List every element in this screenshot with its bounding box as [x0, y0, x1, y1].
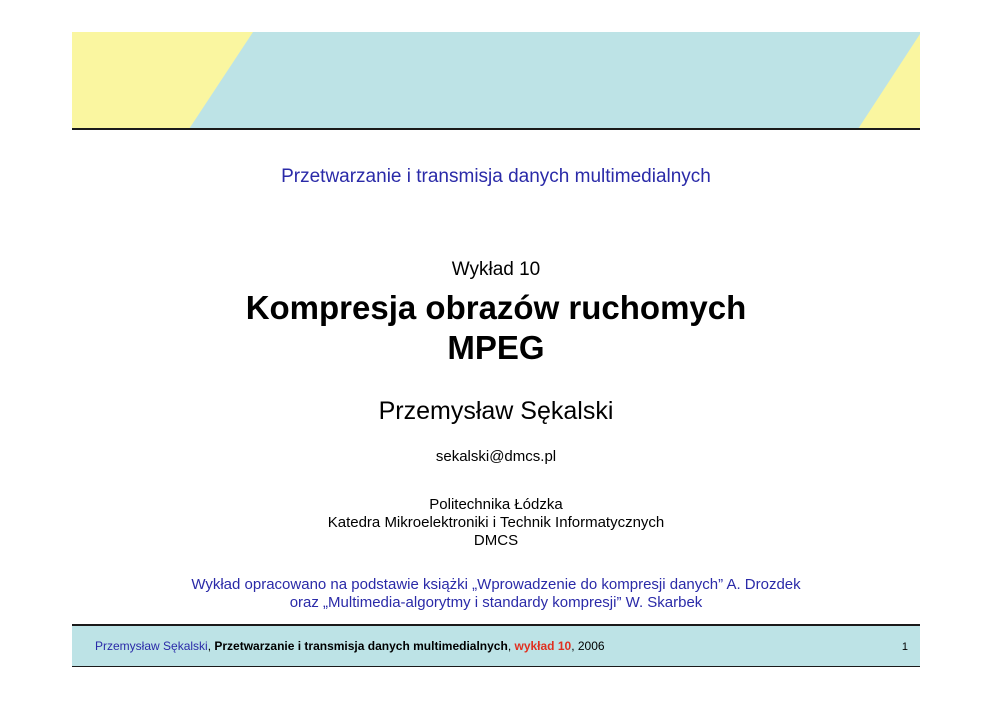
slide-title-line-1: Kompresja obrazów ruchomych [245, 289, 747, 326]
slide-title-line-2: MPEG [447, 329, 545, 366]
banner-teal-band [189, 32, 920, 129]
footer-separator: , [571, 639, 578, 653]
footer-lecture: wykład 10 [514, 639, 572, 653]
footer-author: Przemysław Sękalski [95, 639, 208, 653]
course-subject: Przetwarzanie i transmisja danych multimedialnych [281, 166, 711, 187]
slide-footer [72, 624, 920, 667]
author-name: Przemysław Sękalski [378, 397, 614, 425]
lecture-label: Wykład 10 [451, 259, 541, 280]
affiliation-group: DMCS [473, 532, 519, 549]
source-note-line-1: Wykład opracowano na podstawie książki „Wprowadzenie do kompresji danych” A. Drozdek [191, 576, 801, 593]
source-note-line-2: oraz „Multimedia-algorytmy i standardy kompresji” W. Skarbek [289, 594, 703, 611]
footer-separator: , [507, 639, 515, 653]
footer-year: 2006 [577, 639, 605, 653]
footer-course: Przetwarzanie i transmisja danych multimedialnych [214, 639, 508, 653]
affiliation-university: Politechnika Łódzka [429, 496, 563, 513]
slide-title [0, 288, 992, 368]
affiliation-department: Katedra Mikroelektroniki i Technik Informatycznych [327, 514, 665, 531]
header-banner [72, 32, 920, 129]
footer-text [95, 639, 605, 653]
footer-separator: , [207, 639, 215, 653]
source-note [0, 576, 992, 612]
author-email: sekalski@dmcs.pl [435, 448, 557, 465]
header-rule [72, 128, 920, 130]
page-number: 1 [901, 641, 908, 653]
affiliation [0, 496, 992, 550]
header-banner-graphic [72, 32, 920, 129]
